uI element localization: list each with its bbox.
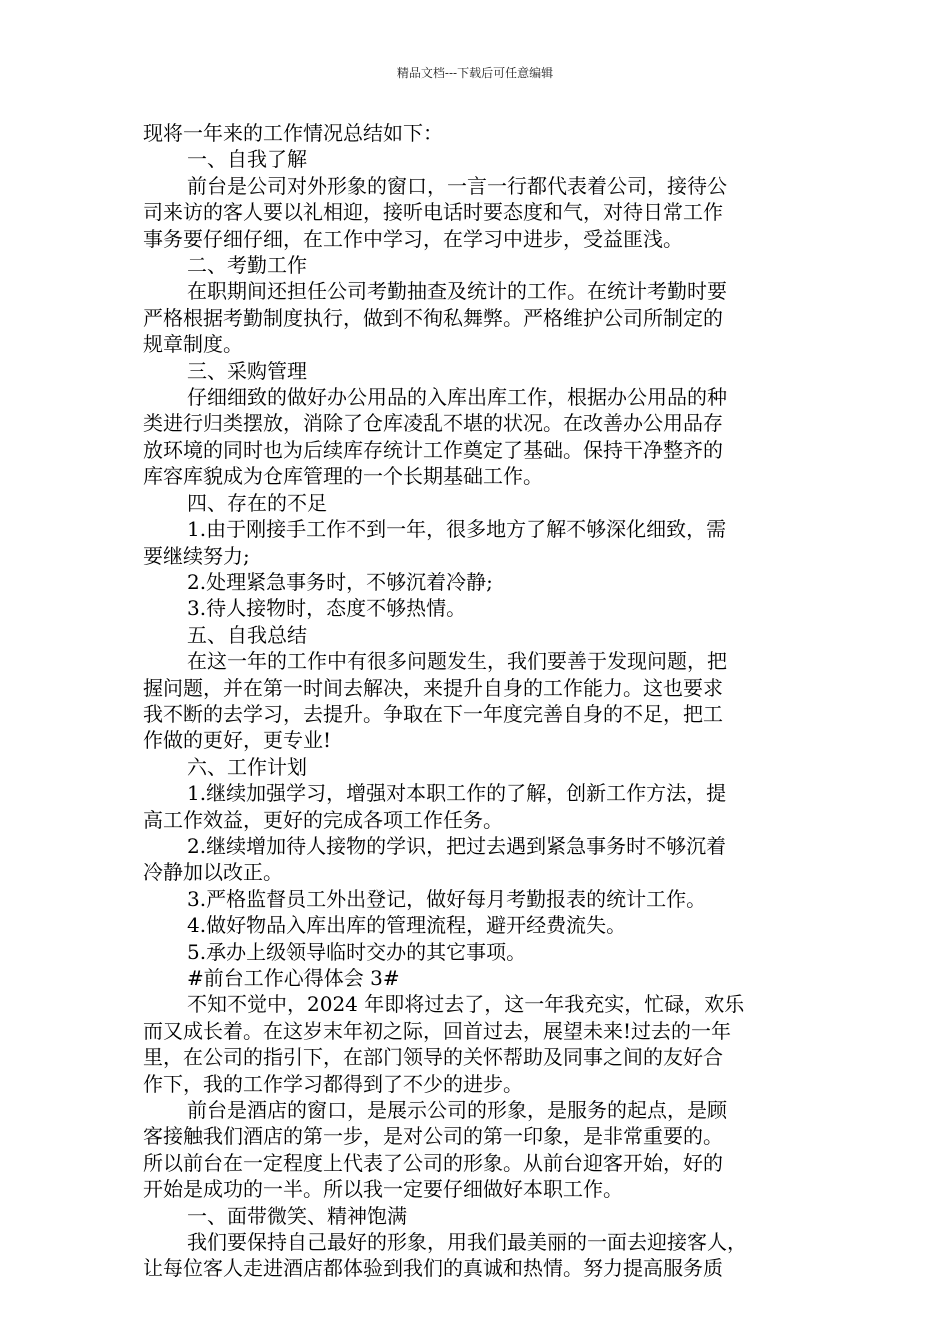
text-line: 1.由于刚接手工作不到一年，很多地方了解不够深化细致，需 [187,517,727,542]
text-line: 在这一年的工作中有很多问题发生，我们要善于发现问题，把 [187,649,727,674]
text-line: 2.继续增加待人接物的学识，把过去遇到紧急事务时不够沉着 [187,833,727,858]
text-line: 开始是成功的一半。所以我一定要仔细做好本职工作。 [143,1177,623,1202]
text-line: 仔细细致的做好办公用品的入库出库工作，根据办公用品的种 [187,385,727,410]
text-line: 严格根据考勤制度执行，做到不徇私舞弊。严格维护公司所制定的 [143,305,723,330]
text-line: #前台工作心得体会 3# [187,966,400,990]
text-line: 高工作效益，更好的完成各项工作任务。 [143,807,503,832]
text-line: 不知不觉中，2024 年即将过去了，这一年我充实，忙碌，欢乐 [187,992,745,1017]
text-line: 库容库貌成为仓库管理的一个长期基础工作。 [143,464,543,489]
document-body [143,120,813,1282]
text-line: 放环境的同时也为后续库存统计工作奠定了基础。保持干净整齐的 [143,437,723,462]
text-line: 3.待人接物时，态度不够热情。 [187,596,467,621]
text-line: 4.做好物品入库出库的管理流程，避开经费流失。 [187,913,627,938]
text-line: 现将一年来的工作情况总结如下： [143,121,443,145]
text-line: 作下，我的工作学习都得到了不少的进步。 [143,1071,523,1096]
page-header: 精品文档---下载后可任意编辑 [396,66,554,80]
text-line: 四、存在的不足 [187,490,327,515]
text-line: 类进行归类摆放，消除了仓库凌乱不堪的状况。在改善办公用品存 [143,411,723,436]
text-line: 3.严格监督员工外出登记，做好每月考勤报表的统计工作。 [187,886,707,911]
text-line: 一、面带微笑、精神饱满 [187,1203,407,1228]
text-line: 5.承办上级领导临时交办的其它事项。 [187,939,527,964]
text-line: 所以前台在一定程度上代表了公司的形象。从前台迎客开始，好的 [143,1150,723,1175]
text-line: 让每位客人走进酒店都体验到我们的真诚和热情。努力提高服务质 [143,1256,723,1281]
text-line: 里，在公司的指引下，在部门领导的关怀帮助及同事之间的友好合 [143,1045,723,1070]
text-line: 前台是公司对外形象的窗口，一言一行都代表着公司，接待公 [187,173,727,198]
text-line: 要继续努力; [143,543,250,568]
text-line: 握问题，并在第一时间去解决，来提升自身的工作能力。这也要求 [143,675,723,700]
text-line: 事务要仔细仔细，在工作中学习，在学习中进步，受益匪浅。 [143,226,683,251]
text-line: 冷静加以改正。 [143,860,283,885]
text-line: 我不断的去学习，去提升。争取在下一年度完善自身的不足，把工 [143,701,723,726]
text-line: 2.处理紧急事务时，不够沉着冷静; [187,569,493,594]
text-line: 客接触我们酒店的第一步，是对公司的第一印象，是非常重要的。 [143,1124,723,1149]
text-line: 前台是酒店的窗口，是展示公司的形象，是服务的起点，是顾 [187,1098,727,1123]
text-line: 1.继续加强学习，增强对本职工作的了解，创新工作方法，提 [187,781,727,806]
text-line: 三、采购管理 [187,358,307,383]
text-line: 六、工作计划 [187,754,307,779]
text-line: 五、自我总结 [187,622,307,647]
text-line: 司来访的客人要以礼相迎，接听电话时要态度和气，对待日常工作 [143,200,723,225]
text-line: 二、考勤工作 [187,253,307,278]
text-line: 规章制度。 [143,332,243,357]
text-line: 我们要保持自己最好的形象，用我们最美丽的一面去迎接客人， [187,1230,747,1255]
text-line: 一、自我了解 [187,147,307,172]
text-line: 作做的更好，更专业! [143,728,332,753]
text-line: 而又成长着。在这岁末年初之际，回首过去，展望未来!过去的一年 [143,1018,732,1043]
text-line: 在职期间还担任公司考勤抽查及统计的工作。在统计考勤时要 [187,279,727,304]
